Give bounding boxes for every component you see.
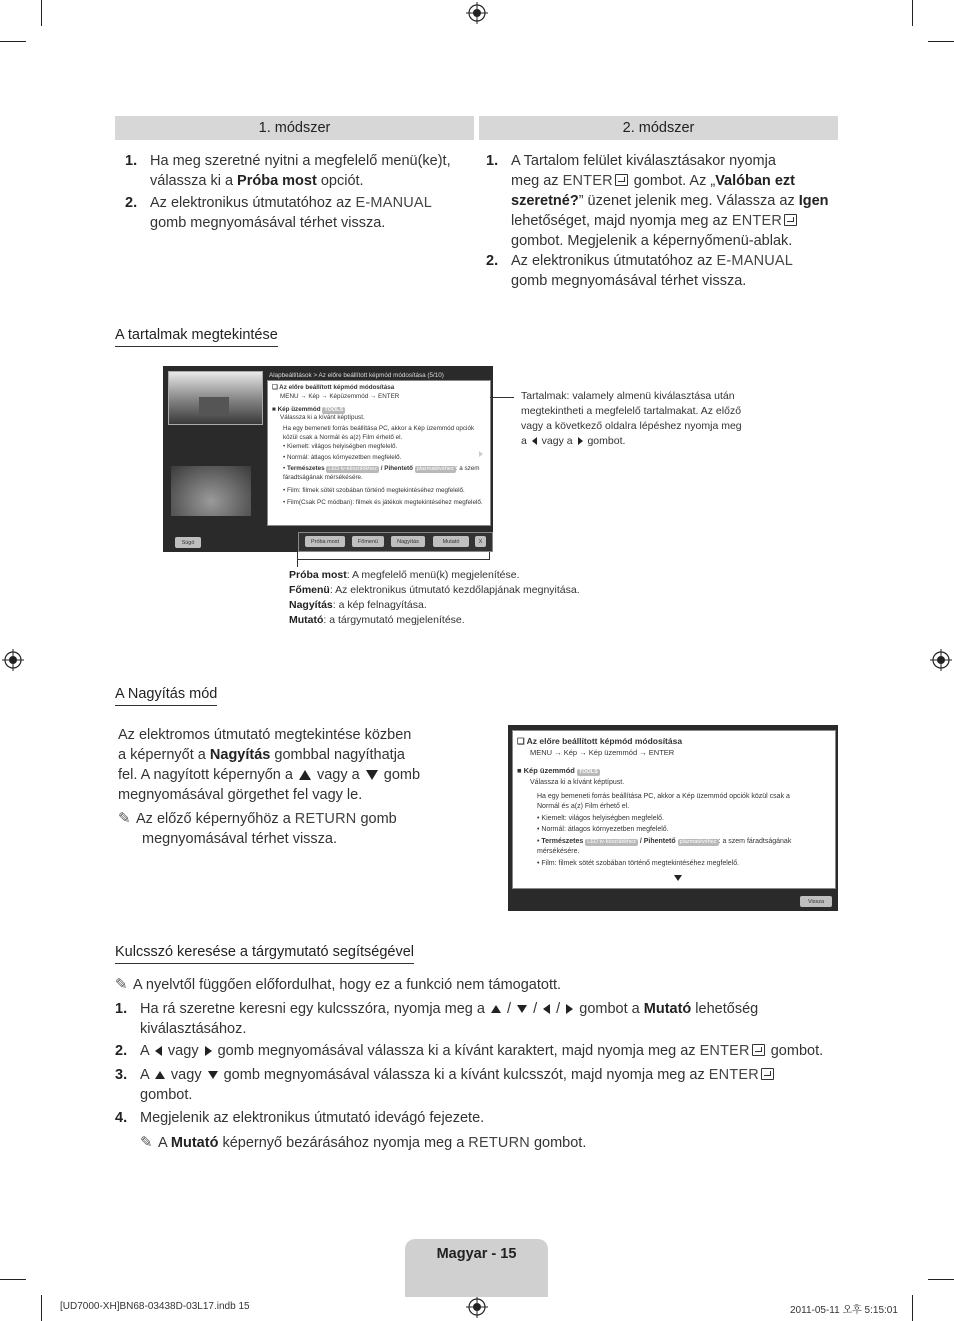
search-step1: 1. Ha rá szeretne keresni egy kulcsszóra, nyomja meg a / / / gombot a Mutató lehetőség kiválasztásához. bbox=[115, 1001, 759, 1037]
page-number: Magyar - 15 bbox=[436, 1246, 517, 1262]
scroll-down-icon[interactable] bbox=[674, 875, 682, 881]
registration-mark-icon bbox=[2, 649, 24, 671]
emanual-screen bbox=[163, 366, 493, 552]
thumbnail-image bbox=[168, 371, 263, 425]
legend-item: Mutató: a tárgymutató megjelenítése. bbox=[289, 614, 465, 626]
crop-mark bbox=[912, 1295, 913, 1321]
next-page-icon[interactable] bbox=[479, 451, 483, 457]
file-info: [UD7000-XH]BN68-03438D-03L17.indb 15 bbox=[60, 1301, 250, 1312]
content-panel: ❑ Az előre beállított képmód módosítása MENU → Kép → Képüzemmód → ENTER ■ Kép üzemmód TOOLS Válassza ki a kívánt képtípust. Ha egy bemeneti forrás beállítása PC, akkor a Kép üzemmód opciók közül csak a Normál és a(z) Film érhető el. • Kiemelt: világos helyiségben megfelelő. • Normál: átlagos környezetben megfelelő. • Természetes LED tv-készülékhez / Pihentető plazmatévéhez : a szem fáradtságának mérsékésére. • Film: filmek sötét szobában történő megtekintéséhez megfelelő. • Film(Csak PC módban): filmek és játékok megtekintéséhez megfelelő. bbox=[267, 380, 491, 526]
legend-item: Nagyítás: a kép felnagyítása. bbox=[289, 599, 427, 611]
crop-mark bbox=[0, 1279, 26, 1280]
method1-header: 1. módszer bbox=[115, 116, 474, 140]
enter-icon bbox=[784, 214, 797, 226]
registration-mark-icon bbox=[466, 1296, 488, 1318]
note-icon: ✎ bbox=[118, 810, 131, 827]
home-button[interactable]: Főmenü bbox=[352, 536, 384, 547]
method1-step1: 1. Ha meg szeretné nyitni a megfelelő menü(ke)t, válassza ki a Próba most opciót. bbox=[125, 153, 451, 189]
method2-header: 2. módszer bbox=[479, 116, 838, 140]
left-arrow-icon bbox=[155, 1046, 162, 1056]
note-icon: ✎ bbox=[115, 976, 128, 993]
zoom-description: Az elektromos útmutató megtekintése közben a képernyőt a Nagyítás gombbal nagyíthatja fel. A nagyított képernyőn a vagy a gomb megnyomásával görgethet fel vagy le. ✎ Az előző képernyőhöz a RETURN gomb megnyomásával térhet vissza. bbox=[118, 727, 421, 847]
callout-line bbox=[490, 397, 514, 398]
crop-mark bbox=[41, 0, 42, 26]
right-arrow-icon bbox=[205, 1046, 212, 1056]
method2-step1: 1. A Tartalom felület kiválasztásakor nyomja meg az ENTER gombot. Az „Valóban ezt szeretné?” üzenet jelenik meg. Válassza az Igen lehetőséget, majd nyomja meg az ENTER gombot. Megjelenik a képernyőmenü-ablak. bbox=[486, 153, 829, 249]
left-arrow-icon bbox=[532, 437, 537, 445]
zoom-screen bbox=[508, 725, 838, 911]
search-step3: 3. A vagy gomb megnyomásával válassza ki a kívánt kulcsszót, majd nyomja meg az ENTER gombot. bbox=[115, 1065, 845, 1105]
crop-mark bbox=[41, 1295, 42, 1321]
breadcrumb: Alapbeállítások > Az előre beállított képmód módosítása (5/10) bbox=[269, 372, 444, 379]
legend-item: Próba most: A megfelelő menü(k) megjelenítése. bbox=[289, 569, 520, 581]
note-icon: ✎ bbox=[140, 1134, 153, 1151]
down-arrow-icon bbox=[517, 1005, 527, 1013]
panel-heading: ❑ Az előre beállított képmód módosítása bbox=[272, 384, 395, 391]
language-note: ✎ A nyelvtől függően előfordulhat, hogy ez a funkció nem támogatott. bbox=[115, 976, 562, 993]
zoom-content-panel: ❑ Az előre beállított képmód módosítása MENU → Kép → Kép üzemmód → ENTER ■ Kép üzemmód TOOLS Válassza ki a kívánt képtípust. Ha egy bemeneti forrás beállítása PC, akkor a Kép üzemmód opciók közül csak a Normál és a(z) Film érhető el. • Kiemelt: világos helyiségben megfelelő. • Normál: átlagos környezetben megfelelő. • Természetes LED tv-készülékhez / Pihentető plazmatévéhez : a szem fáradtságának mérsékésére. • Film: filmek sötét szobában történő megtekintéséhez megfelelő. bbox=[512, 730, 836, 889]
help-button[interactable]: Súgó bbox=[175, 537, 201, 548]
crop-mark bbox=[0, 41, 26, 42]
right-arrow-icon bbox=[566, 1004, 573, 1014]
bullet-5: • Film(Csak PC módban): filmek és játékok megtekintéséhez megfelelő. bbox=[283, 499, 483, 506]
legend-item: Főmenü: Az elektronikus útmutató kezdőlapjának megnyitása. bbox=[289, 584, 580, 596]
section-title-contents: A tartalmak megtekintése bbox=[115, 327, 278, 347]
index-close-note: ✎ A Mutató képernyő bezárásához nyomja meg a RETURN gombot. bbox=[140, 1134, 587, 1151]
method1-step2: 2. Az elektronikus útmutatóhoz az E-MANUAL gomb megnyomásával térhet vissza. bbox=[125, 195, 433, 231]
crop-mark bbox=[928, 41, 954, 42]
up-arrow-icon bbox=[299, 770, 311, 780]
crop-mark bbox=[928, 1279, 954, 1280]
crop-mark bbox=[912, 0, 913, 26]
button-legend bbox=[289, 568, 629, 628]
close-button[interactable]: X bbox=[475, 536, 486, 547]
down-arrow-icon bbox=[366, 770, 378, 780]
contents-callout: Tartalmak: valamely almenü kiválasztása után megtekintheti a megfelelő tartalmakat. Az előző vagy a következő oldalra lépéshez nyomja meg a vagy a gombot. bbox=[521, 390, 742, 447]
down-arrow-icon bbox=[208, 1071, 218, 1079]
bullet-2: • Normál: átlagos környezetben megfelelő. bbox=[283, 454, 402, 461]
back-button[interactable]: Vissza bbox=[800, 896, 832, 907]
up-arrow-icon bbox=[491, 1005, 501, 1013]
menu-path: MENU → Kép → Képüzemmód → ENTER bbox=[280, 393, 400, 400]
registration-mark-icon bbox=[930, 649, 952, 671]
search-step2: 2. A vagy gomb megnyomásával válassza ki a kívánt karaktert, majd nyomja meg az ENTER gombot. bbox=[115, 1043, 824, 1059]
bullet-4: • Film: filmek sötét szobában történő megtekintéséhez megfelelő. bbox=[283, 487, 465, 494]
try-now-button[interactable]: Próba most bbox=[305, 536, 345, 547]
pc-note: Ha egy bemeneti forrás beállítása PC, akkor a Kép üzemmód opciók közül csak a Normál és a(z) Film érhető el. bbox=[283, 425, 475, 441]
zoom-button[interactable]: Nagyítás bbox=[391, 536, 425, 547]
print-date: 2011-05-11 오후 5:15:01 bbox=[790, 1305, 898, 1316]
search-step4: 4. Megjelenik az elektronikus útmutató idevágó fejezete. bbox=[115, 1110, 485, 1126]
enter-icon bbox=[761, 1068, 774, 1080]
graphic-illustration bbox=[171, 466, 251, 516]
index-button[interactable]: Mutató bbox=[433, 536, 469, 547]
bullet-3: • Természetes LED tv-készülékhez / Pihentető plazmatévéhez : a szem fáradtságának mérsékésére. bbox=[283, 465, 480, 481]
enter-icon bbox=[752, 1044, 765, 1056]
method2-step2: 2. Az elektronikus útmutatóhoz az E-MANUAL gomb megnyomásával térhet vissza. bbox=[486, 253, 794, 289]
up-arrow-icon bbox=[155, 1071, 165, 1079]
enter-icon bbox=[615, 174, 628, 186]
right-arrow-icon bbox=[578, 437, 583, 445]
section-title-keyword-search: Kulcsszó keresése a tárgymutató segítségével bbox=[115, 944, 414, 964]
left-arrow-icon bbox=[543, 1004, 550, 1014]
registration-mark-icon bbox=[466, 2, 488, 24]
section-title-zoom: A Nagyítás mód bbox=[115, 686, 217, 706]
bullet-1: • Kiemelt: világos helyiségben megfelelő. bbox=[283, 443, 398, 450]
mode-label: ■ Kép üzemmód TOOLS bbox=[272, 406, 344, 413]
